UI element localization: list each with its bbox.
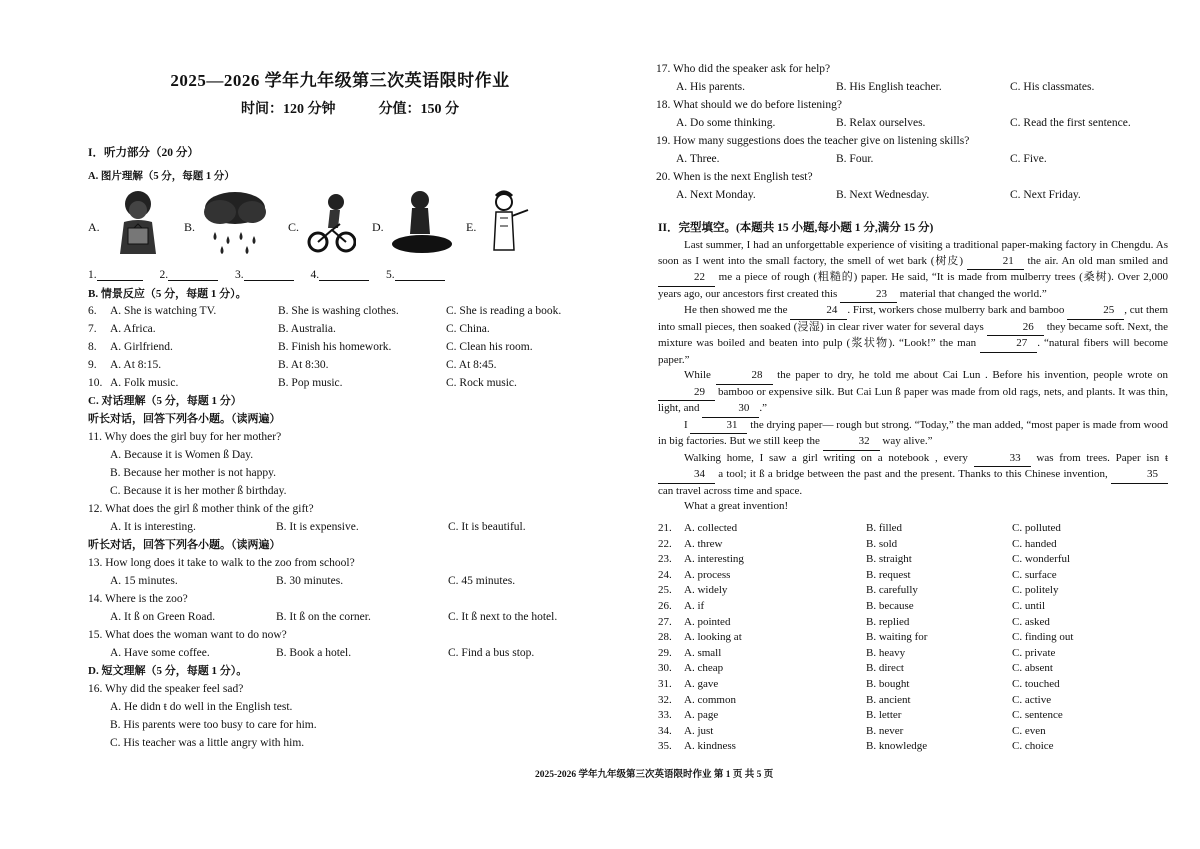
option-c[interactable]: C. Rock music. — [446, 377, 517, 389]
q16-option-a[interactable]: A. He didn ŧ do well in the English test. — [110, 701, 293, 713]
option-a[interactable]: A. if — [684, 600, 705, 612]
option-c[interactable]: C. choice — [1012, 740, 1054, 753]
q14-option-b[interactable]: B. It ß on the corner. — [276, 611, 371, 623]
answer-blank-3[interactable] — [244, 268, 294, 281]
option-b[interactable]: B. heavy — [866, 646, 906, 659]
option-c[interactable]: C. Five. — [1010, 153, 1047, 165]
teacher-pointing-icon — [484, 188, 534, 258]
option-b[interactable]: B. filled — [866, 522, 903, 534]
option-c[interactable]: C. politely — [1012, 584, 1059, 597]
pic-label-c: C. — [288, 220, 300, 234]
listen-note-1: 听长对话，回答下列各小题。（读两遍） — [88, 413, 281, 425]
cloze-text: . “natural fibers will become paper.” — [658, 337, 1168, 366]
option-a[interactable]: A. widely — [684, 584, 728, 597]
option-b[interactable]: B. knowledge — [866, 740, 928, 753]
cloze-text: can travel across time and space. — [658, 484, 803, 497]
option-c[interactable]: C. surface — [1012, 568, 1057, 581]
option-c[interactable]: C. wonderful — [1012, 553, 1071, 566]
option-a[interactable]: A. Africa. — [110, 323, 156, 335]
cloze-blank[interactable]: 24 — [790, 303, 847, 320]
option-a[interactable]: A. Next Monday. — [676, 189, 756, 201]
q11-option-b[interactable]: B. Because her mother is not happy. — [110, 467, 276, 479]
option-c[interactable]: C. even — [1012, 724, 1046, 737]
cloze-text: a tool; it ß a bridge between the past and the present. Thanks to this Chinese invention, — [715, 468, 1111, 480]
q13-option-b[interactable]: B. 30 minutes. — [276, 575, 344, 587]
option-a[interactable]: A. pointed — [684, 615, 731, 628]
cloze-blank[interactable]: 27 — [980, 336, 1037, 353]
question-14: 14. Where is the zoo? — [88, 593, 188, 605]
cloze-text: the drying paper— rough but strong. “Today,” the man added, “most paper is made from wood in big factories. But we still keep the — [658, 418, 1168, 447]
option-a[interactable]: A. Three. — [676, 153, 720, 165]
option-b[interactable]: B. Pop music. — [278, 377, 343, 389]
listening-heading: I．听力部分（20 分） — [88, 147, 199, 159]
option-c[interactable]: C. private — [1012, 646, 1056, 659]
option-a[interactable]: A. Girlfriend. — [110, 341, 173, 353]
option-b[interactable]: B. letter — [866, 709, 902, 722]
cloze-text: , cut them into small pieces, then soaked (浸湿) in clear river water for several days — [658, 304, 1168, 333]
option-a[interactable]: A. Folk music. — [110, 377, 179, 389]
option-a[interactable]: A. threw — [684, 537, 723, 550]
cloze-heading: II．完型填空。(本题共 15 小题,每小题 1 分,满分 15 分) — [658, 222, 934, 234]
option-a[interactable]: A. cheap — [684, 662, 724, 675]
cloze-text: bamboo or expensive silk. But Cai Lun ß paper was made from old rags, nets, and plants. It was thin, light, and — [658, 385, 1168, 414]
cloze-text: Walking home, I saw a girl writing on a notebook , every — [684, 451, 974, 464]
option-c[interactable]: C. touched — [1012, 678, 1060, 690]
woman-sitting-icon — [388, 188, 458, 258]
option-number: 23. — [658, 553, 672, 566]
cloze-blank[interactable]: 33 — [974, 451, 1031, 468]
option-c[interactable]: C. At 8:45. — [446, 359, 497, 371]
option-c[interactable]: C. sentence — [1012, 709, 1063, 722]
option-number: 24. — [658, 568, 672, 581]
q12-option-c[interactable]: C. It is beautiful. — [448, 521, 526, 533]
question-number: 7. — [88, 323, 97, 335]
cloze-text: Last summer, I had an unforgettable experience of visiting a traditional paper-making factory in Chengdu. As soon as I went into the small factory, the smell of wet bark (树皮) — [658, 239, 1168, 267]
option-c[interactable]: C. China. — [446, 323, 490, 335]
option-number: 31. — [658, 678, 672, 690]
cloze-paragraph-5 — [658, 451, 1168, 500]
page-title: 2025—2026 学年九年级第三次英语限时作业 — [170, 71, 510, 90]
q15-option-b[interactable]: B. Book a hotel. — [276, 647, 352, 659]
option-b[interactable]: B. direct — [866, 662, 904, 675]
option-b[interactable]: B. replied — [866, 615, 910, 628]
option-number: 33. — [658, 709, 672, 722]
cloze-text: . First, workers chose mulberry bark and bamboo — [847, 304, 1068, 316]
option-c[interactable]: C. finding out — [1012, 631, 1074, 644]
option-number: 21. — [658, 522, 672, 534]
option-number: 27. — [658, 615, 672, 628]
option-c[interactable]: C. absent — [1012, 662, 1053, 675]
passage-heading: D. 短文理解（5 分，每题 1 分）。 — [88, 665, 248, 677]
option-a[interactable]: A. She is watching TV. — [110, 305, 217, 317]
page-footer: 2025-2026 学年九年级第三次英语限时作业 第 1 页 共 5 页 — [535, 770, 774, 780]
cloze-paragraph-2 — [658, 303, 1168, 368]
question-16: 16. Why did the speaker feel sad? — [88, 683, 244, 695]
child-riding-bike-icon — [306, 188, 356, 258]
option-c[interactable]: C. asked — [1012, 615, 1050, 628]
option-number: 34. — [658, 724, 672, 737]
option-b[interactable]: B. At 8:30. — [278, 359, 329, 371]
answer-blank-5[interactable] — [395, 268, 445, 281]
option-b[interactable]: B. Relax ourselves. — [836, 117, 926, 129]
q12-option-b[interactable]: B. It is expensive. — [276, 521, 359, 533]
option-c[interactable]: C. Next Friday. — [1010, 189, 1081, 201]
option-b[interactable]: B. Australia. — [278, 323, 336, 335]
option-a[interactable]: A. collected — [684, 522, 738, 534]
option-number: 26. — [658, 600, 672, 612]
option-b[interactable]: B. She is washing clothes. — [278, 305, 399, 317]
cloze-text: material that changed the world.” — [897, 287, 1047, 300]
question-text: 18. What should we do before listening? — [656, 99, 842, 111]
question-text: 17. Who did the speaker ask for help? — [656, 63, 831, 75]
option-b[interactable]: B. sold — [866, 537, 898, 550]
option-a[interactable]: A. process — [684, 568, 731, 581]
option-b[interactable]: B. request — [866, 568, 911, 581]
option-b[interactable]: B. Next Wednesday. — [836, 189, 930, 201]
option-b[interactable]: B. Finish his homework. — [278, 341, 392, 353]
cloze-passage — [658, 238, 1168, 515]
option-number: 35. — [658, 740, 672, 753]
question-number: 10. — [88, 377, 103, 389]
cloze-blank[interactable]: 29 — [658, 385, 715, 402]
cloze-text: me a piece of rough (粗糙的) paper. He said, “It is made from mulberry trees (桑树). Over 2,000 years ago, our ancestors first created this — [658, 271, 1168, 300]
q13-option-a[interactable]: A. 15 minutes. — [110, 575, 178, 587]
cloze-text: they became soft. Next, the mixture was boiled and beaten into pulp (浆状物). “Look!” the man — [658, 320, 1168, 349]
option-number: 28. — [658, 631, 672, 644]
option-c[interactable]: C. Read the first sentence. — [1010, 117, 1131, 129]
cloze-text: was from trees. Paper isn ŧ — [1030, 451, 1168, 464]
picture-answer-blanks: 1. 2. 3. 4. 5. — [88, 268, 459, 281]
option-c[interactable]: C. She is reading a book. — [446, 305, 562, 317]
option-a[interactable]: A. just — [684, 724, 714, 737]
option-a[interactable]: A. kindness — [684, 740, 736, 753]
option-a[interactable]: A. At 8:15. — [110, 359, 162, 371]
option-b[interactable]: B. never — [866, 724, 904, 737]
question-13: 13. How long does it take to walk to the zoo from school? — [88, 557, 355, 569]
option-c[interactable]: C. polluted — [1012, 522, 1061, 534]
option-a[interactable]: A. Do some thinking. — [676, 117, 776, 129]
option-a[interactable]: A. gave — [684, 678, 719, 690]
cloze-blank[interactable]: 25 — [1067, 303, 1124, 320]
option-b[interactable]: B. His English teacher. — [836, 81, 942, 93]
answer-blank-1[interactable] — [97, 268, 143, 281]
option-b[interactable]: B. ancient — [866, 693, 911, 706]
cloze-text: While — [684, 369, 716, 381]
pic-label-d: D. — [372, 220, 384, 234]
picture-section-heading: A. 图片理解（5 分，每题 1 分） — [88, 171, 235, 182]
child-holding-gift-icon — [110, 188, 170, 258]
q16-option-c[interactable]: C. His teacher was a little angry with him. — [110, 737, 305, 749]
q16-option-b[interactable]: B. His parents were too busy to care for him. — [110, 719, 317, 731]
pic-label-b: B. — [184, 220, 196, 234]
option-b[interactable]: B. carefully — [866, 584, 918, 597]
option-a[interactable]: A. looking at — [684, 631, 742, 644]
cloze-paragraph-4 — [658, 418, 1168, 451]
cloze-blank[interactable]: 21 — [967, 254, 1024, 271]
cloze-blank[interactable]: 30 — [702, 401, 759, 418]
q14-option-a[interactable]: A. It ß on Green Road. — [110, 611, 216, 623]
q14-option-c[interactable]: C. It ß next to the hotel. — [448, 611, 558, 623]
option-c[interactable]: C. active — [1012, 693, 1052, 706]
cloze-blank[interactable]: 23 — [840, 287, 897, 304]
answer-blank-4[interactable] — [319, 268, 369, 281]
q15-option-c[interactable]: C. Find a bus stop. — [448, 647, 535, 659]
q15-option-a[interactable]: A. Have some coffee. — [110, 647, 210, 659]
question-15: 15. What does the woman want to do now? — [88, 629, 287, 641]
pic-label-a: A. — [88, 220, 100, 234]
option-a[interactable]: A. common — [684, 693, 736, 706]
question-number: 9. — [88, 359, 97, 371]
option-b[interactable]: B. Four. — [836, 153, 874, 165]
question-text: 20. When is the next English test? — [656, 171, 813, 183]
option-number: 29. — [658, 646, 672, 659]
cloze-blank[interactable]: 31 — [690, 418, 747, 435]
cloze-text: I — [684, 418, 691, 431]
cloze-blank[interactable]: 35 — [1111, 467, 1168, 484]
cloze-paragraph-3 — [658, 368, 1168, 418]
option-a[interactable]: A. interesting — [684, 553, 744, 566]
cloze-blank[interactable]: 28 — [716, 368, 773, 385]
question-number: 8. — [88, 341, 97, 353]
exam-score: 分值：150 分 — [378, 102, 459, 117]
cloze-paragraph-1 — [658, 238, 1168, 303]
option-b[interactable]: B. waiting for — [866, 631, 928, 644]
rain-cloud-icon — [200, 188, 270, 258]
option-a[interactable]: A. page — [684, 709, 719, 722]
cloze-paragraph-6: What a great invention! — [684, 500, 789, 512]
cloze-text: the air. An old man smiled and — [1023, 254, 1168, 267]
situation-heading: B. 情景反应（5 分，每题 1 分）。 — [88, 288, 247, 300]
listen-note-2: 听长对话，回答下列各小题。（读两遍） — [88, 539, 281, 551]
cloze-text: way alive.” — [879, 435, 933, 447]
dialogue-heading: C. 对话理解（5 分，每题 1 分） — [88, 395, 242, 407]
option-number: 25. — [658, 584, 672, 597]
cloze-blank[interactable]: 32 — [823, 434, 880, 451]
option-number: 22. — [658, 537, 672, 550]
option-c[interactable]: C. His classmates. — [1010, 81, 1095, 93]
cloze-text: .” — [759, 402, 767, 414]
option-c[interactable]: C. until — [1012, 600, 1046, 612]
q11-option-c[interactable]: C. Because it is her mother ß birthday. — [110, 485, 287, 497]
question-text: 19. How many suggestions does the teacher give on listening skills? — [656, 135, 970, 147]
option-b[interactable]: B. straight — [866, 553, 912, 566]
cloze-text: the paper to dry, he told me about Cai Lun . Before his invention, people wrote on — [772, 369, 1168, 381]
option-a[interactable]: A. small — [684, 646, 722, 659]
cloze-blank[interactable]: 26 — [987, 320, 1044, 337]
option-c[interactable]: C. Clean his room. — [446, 341, 533, 353]
cloze-text: He then showed me the — [684, 304, 791, 316]
option-b[interactable]: B. because — [866, 600, 914, 612]
pic-label-e: E. — [466, 220, 477, 234]
option-a[interactable]: A. His parents. — [676, 81, 745, 93]
answer-blank-2[interactable] — [168, 268, 218, 281]
exam-info — [200, 98, 500, 118]
cloze-blank[interactable]: 22 — [658, 270, 715, 287]
q13-option-c[interactable]: C. 45 minutes. — [448, 575, 516, 587]
question-number: 6. — [88, 305, 97, 317]
option-number: 30. — [658, 662, 672, 675]
exam-time: 时间：120 分钟 — [241, 102, 336, 117]
question-11: 11. Why does the girl buy for her mother? — [88, 431, 282, 443]
option-b[interactable]: B. bought — [866, 678, 910, 690]
q11-option-a[interactable]: A. Because it is Women ß Day. — [110, 449, 254, 461]
option-number: 32. — [658, 693, 672, 706]
picture-row — [88, 188, 528, 258]
question-12: 12. What does the girl ß mother think of the gift? — [88, 503, 314, 515]
option-c[interactable]: C. handed — [1012, 537, 1057, 550]
cloze-blank[interactable]: 34 — [658, 467, 715, 484]
q12-option-a[interactable]: A. It is interesting. — [110, 521, 196, 533]
